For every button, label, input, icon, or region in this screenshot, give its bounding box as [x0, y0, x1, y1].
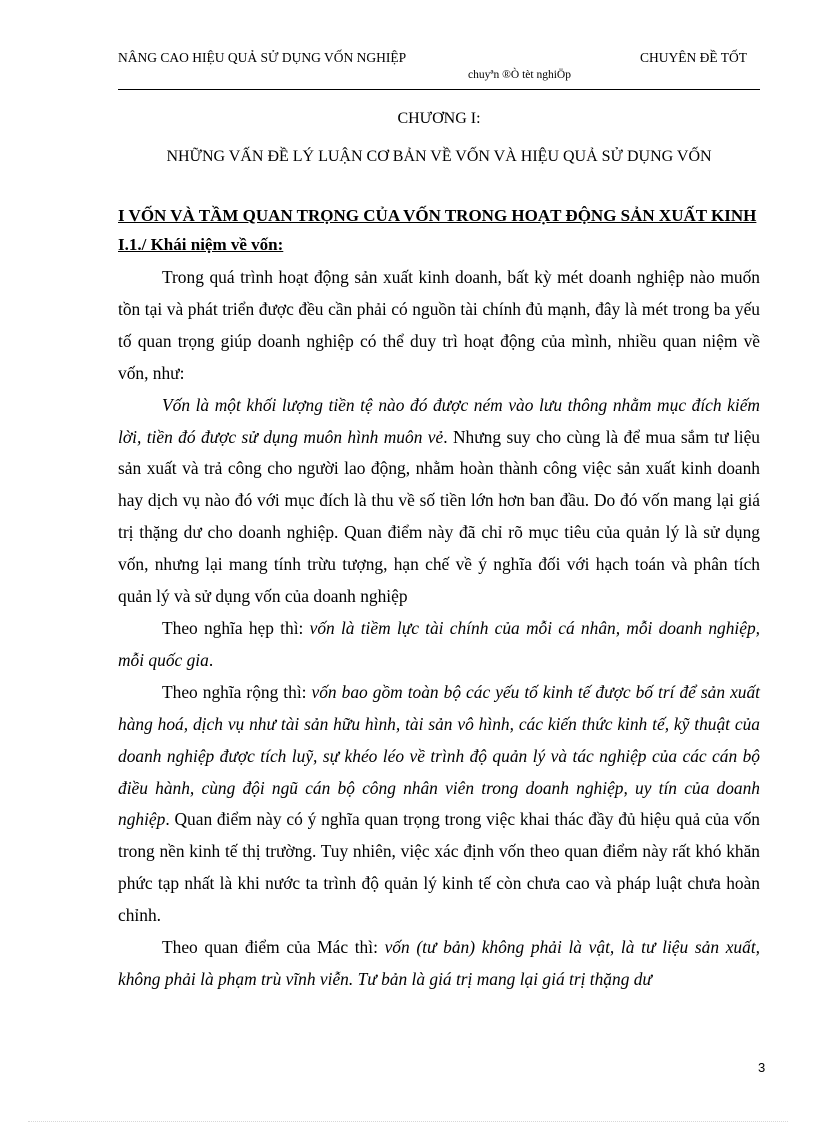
header-subtitle: chuyªn ®Ò tèt nghiÖp — [468, 69, 571, 81]
header-rule — [118, 89, 760, 90]
page-bottom-border — [28, 1121, 788, 1122]
italic-text: Vốn là một khối lượng tiền tệ nào đó được ném vào lưu thông nhằm mục đích kiếm lời, tiền đó được sử dụng muôn hình muôn vẻ — [118, 394, 760, 447]
paragraph-lead: Theo nghĩa rộng thì: — [162, 681, 312, 702]
section-heading: I VỐN VÀ TẦM QUAN TRỌNG CỦA VỐN TRONG HOẠT ĐỘNG SẢN XUẤT KINH — [118, 206, 757, 225]
paragraph-text: . Nhưng suy cho cùng là để mua sắm tư liệu sản xuất và trả công cho người lao động, nhằm hoàn thành công việc sản xuất kinh doanh hay dịch vụ nào đó với mục đích là thu về số tiền lớn hơn ban đầu. Do đó vốn mang lại giá trị thặng dư cho doanh nghiệp. Quan điểm này đã chỉ rõ mục tiêu của quản lý là sử dụng vốn, nhưng lại mang tính trừu tượng, hạn chế về ý nghĩa đối với hạch toán và phân tích quản lý và sử dụng vốn của doanh nghiệp — [118, 426, 760, 607]
italic-text: vốn (tư bản) không phải là vật, là tư liệu sản xuất, không phải là phạm trù vĩnh viễn. Tư bản là giá trị mang lại giá trị thặng dư — [118, 937, 760, 989]
paragraph — [118, 262, 760, 390]
paragraph — [118, 613, 760, 677]
chapter-title: NHỮNG VẤN ĐỀ LÝ LUẬN CƠ BẢN VỀ VỐN VÀ HIỆU QUẢ SỬ DỤNG VỐN — [166, 148, 712, 165]
header-document-title: NÂNG CAO HIỆU QUẢ SỬ DỤNG VỐN NGHIỆP — [118, 50, 407, 65]
italic-text: vốn bao gồm toàn bộ các yếu tố kinh tế được bố trí để sản xuất hàng hoá, dịch vụ như tài sản hữu hình, tài sản vô hình, các kiến thức kinh tế, kỹ thuật của doanh nghiệp được tích luỹ, sự khéo léo về trình độ quản lý và tác nghiệp của các cán bộ điều hành, cùng đội ngũ cán bộ công nhân viên trong doanh nghiệp, uy tín của doanh nghiệp — [118, 681, 761, 830]
paragraph-text: Trong quá trình hoạt động sản xuất kinh doanh, bất kỳ mét doanh nghiệp nào muốn tồn tại và phát triển được đều cần phải có nguồn tài chính đủ mạnh, đây là mét trong ba yếu tố quan trọng giúp doanh nghiệp có thể duy trì hoạt động của mình, nhiều quan niệm về vốn, như: — [118, 267, 760, 383]
paragraph — [118, 677, 760, 932]
paragraph-text: . — [208, 649, 214, 670]
paragraph-text: . Quan điểm này có ý nghĩa quan trọng trong việc khai thác đầy đủ hiệu quả của vốn trong nền kinh tế thị trường. Tuy nhiên, việc xác định vốn theo quan điểm này rất khó khăn phức tạp nhất là khi nước ta trình độ quản lý kinh tế còn chưa cao và pháp luật chưa hoàn chỉnh. — [118, 809, 760, 926]
paragraph — [118, 932, 760, 996]
body-text — [118, 262, 760, 996]
italic-text: vốn là tiềm lực tài chính của mỗi cá nhân, mỗi doanh nghiệp, mỗi quốc gia — [118, 617, 760, 670]
header-document-type: CHUYÊN ĐỀ TỐT — [640, 50, 747, 65]
paragraph-lead: Theo quan điểm của Mác thì: — [162, 937, 385, 958]
page-number: 3 — [758, 1060, 766, 1075]
paragraph — [118, 390, 760, 613]
paragraph-lead: Theo nghĩa hẹp thì: — [162, 617, 310, 638]
subsection-heading: I.1./ Khái niệm về vốn: — [118, 235, 284, 254]
chapter-label: CHƯƠNG I: — [397, 110, 481, 127]
